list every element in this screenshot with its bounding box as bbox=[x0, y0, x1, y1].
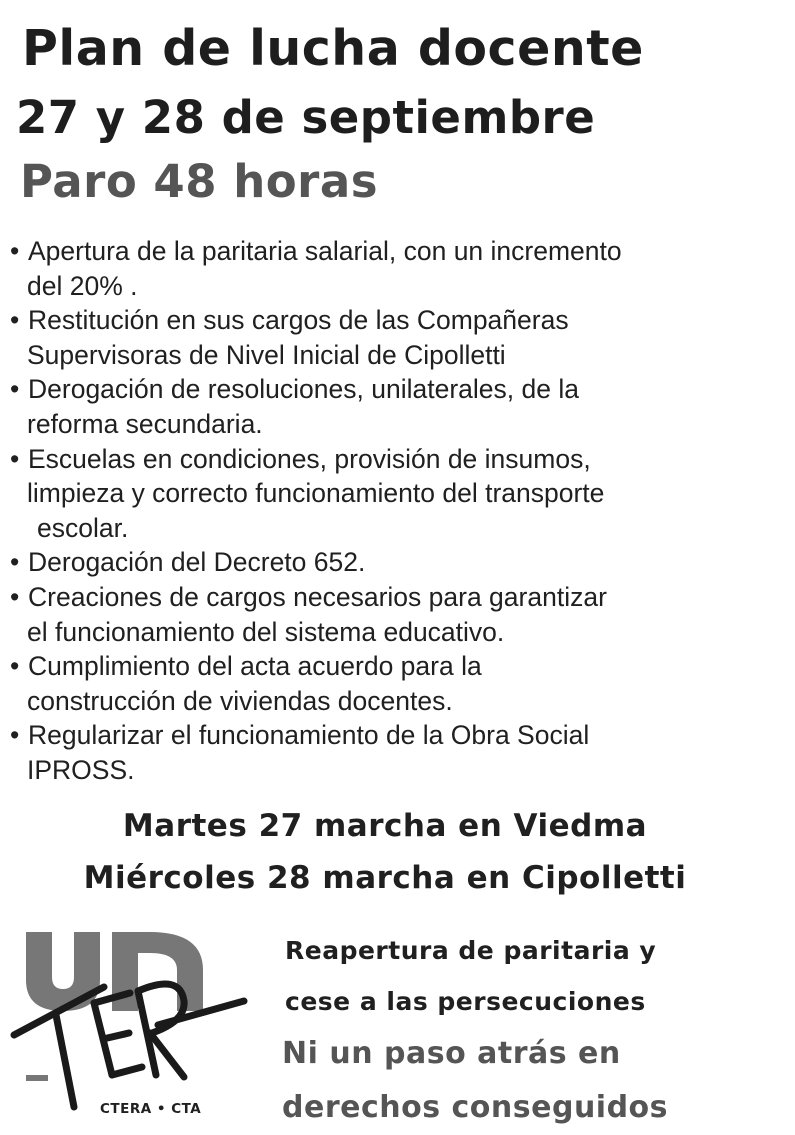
demands-list bbox=[10, 234, 790, 788]
demand-item bbox=[10, 234, 790, 303]
demand-line: escolar. bbox=[37, 512, 129, 543]
demand-line: el funcionamiento del sistema educativo. bbox=[27, 616, 505, 647]
demand-line: • Cumplimiento del acta acuerdo para la bbox=[10, 649, 790, 684]
bullet-icon: • bbox=[10, 443, 20, 474]
march-viedma: Martes 27 marcha en Viedma bbox=[122, 808, 648, 844]
demand-line: limpieza y correcto funcionamiento del transporte bbox=[27, 478, 605, 509]
bullet-icon: • bbox=[10, 581, 20, 612]
demand-line: • Escuelas en condiciones, provisión de insumos, bbox=[10, 442, 790, 477]
demand-item bbox=[10, 303, 790, 372]
bullet-icon: • bbox=[10, 547, 20, 578]
unter-logo-icon bbox=[8, 925, 248, 1125]
march-cipolletti: Miércoles 28 marcha en Cipolletti bbox=[83, 860, 687, 896]
demand-line: IPROSS. bbox=[27, 754, 135, 785]
demand-item bbox=[10, 545, 790, 580]
unter-logo bbox=[8, 925, 248, 1125]
bullet-icon: • bbox=[10, 720, 20, 751]
strike-duration: Paro 48 horas bbox=[20, 155, 378, 208]
strike-dates: 27 y 28 de septiembre bbox=[16, 91, 596, 144]
demand-line: • Apertura de la paritaria salarial, con un incremento bbox=[10, 234, 790, 269]
demand-line: construcción de viviendas docentes. bbox=[27, 685, 453, 716]
reopening-slogan-line: cese a las persecuciones bbox=[285, 987, 646, 1016]
demand-line: • Restitución en sus cargos de las Compañeras bbox=[10, 303, 790, 338]
bullet-icon: • bbox=[10, 651, 20, 682]
page-title: Plan de lucha docente bbox=[22, 20, 644, 77]
demand-item bbox=[10, 718, 790, 787]
demand-line: reforma secundaria. bbox=[27, 408, 263, 439]
reopening-slogan-line: Reapertura de paritaria y bbox=[285, 936, 657, 965]
rights-slogan-line: Ni un paso atrás en bbox=[282, 1036, 621, 1071]
reopening-slogan bbox=[285, 925, 656, 1027]
bullet-icon: • bbox=[10, 305, 20, 336]
demand-line: • Derogación del Decreto 652. bbox=[10, 545, 790, 580]
rights-slogan-line: derechos conseguidos bbox=[282, 1090, 669, 1125]
bullet-icon: • bbox=[10, 236, 20, 266]
bullet-icon: • bbox=[10, 374, 20, 405]
demand-item bbox=[10, 372, 790, 441]
demand-line: • Creaciones de cargos necesarios para garantizar bbox=[10, 580, 790, 615]
demand-line: del 20% . bbox=[27, 270, 138, 301]
demand-line: • Derogación de resoluciones, unilaterales, de la bbox=[10, 372, 790, 407]
ctera-cta-label: CTERA • CTA bbox=[100, 1101, 202, 1117]
demand-item bbox=[10, 442, 790, 546]
demand-line: • Regularizar el funcionamiento de la Obra Social bbox=[10, 718, 790, 753]
demand-item bbox=[10, 580, 790, 649]
demand-line: Supervisoras de Nivel Inicial de Cipolletti bbox=[27, 339, 506, 370]
demand-item bbox=[10, 649, 790, 718]
rights-slogan bbox=[282, 1027, 668, 1135]
